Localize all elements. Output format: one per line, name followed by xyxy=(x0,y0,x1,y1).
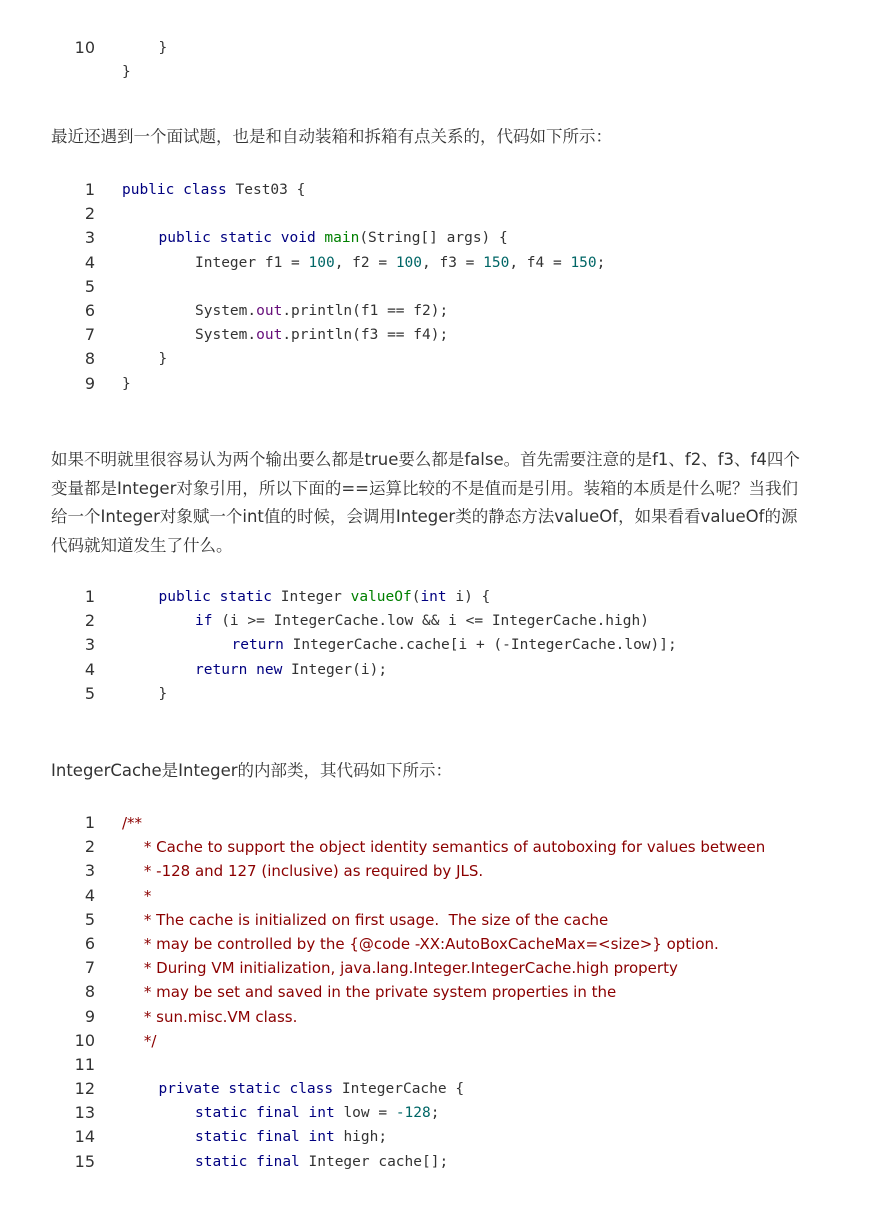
code-comment xyxy=(122,811,142,835)
code-token xyxy=(300,1129,309,1145)
code-text xyxy=(232,633,677,657)
code-number: 100 xyxy=(395,254,423,271)
code-token xyxy=(247,662,256,678)
code-field: out xyxy=(256,327,283,344)
code-keyword: static xyxy=(219,589,273,605)
code-block-test03 xyxy=(50,178,830,396)
code-text xyxy=(159,682,168,706)
line-number: 6 xyxy=(84,933,95,953)
code-line xyxy=(50,609,830,633)
code-token: } xyxy=(122,64,131,81)
code-block-integercache xyxy=(50,811,830,1174)
code-token: * xyxy=(143,886,152,905)
code-keyword: public xyxy=(122,182,175,198)
code-text xyxy=(159,585,491,609)
line-number: 7 xyxy=(84,958,95,978)
code-line xyxy=(50,1029,830,1053)
code-text xyxy=(159,1077,465,1101)
code-keyword: new xyxy=(256,661,283,678)
code-token: ; xyxy=(430,1105,440,1122)
code-comment xyxy=(144,956,678,980)
code-token xyxy=(247,1154,256,1170)
code-token: */ xyxy=(143,1031,157,1050)
code-comment xyxy=(144,908,608,932)
code-token: , f2 = xyxy=(334,254,396,271)
code-line xyxy=(50,372,830,396)
code-token: .println(f3 == f4); xyxy=(282,327,449,344)
code-token: * The cache is initialized on first usage. The size of the cache xyxy=(143,910,609,929)
line-number: 5 xyxy=(84,909,95,929)
code-token xyxy=(272,230,281,246)
line-number: 9 xyxy=(84,1006,95,1026)
code-text xyxy=(159,347,168,371)
code-token: * sun.misc.VM class. xyxy=(143,1007,298,1026)
code-text xyxy=(195,251,605,275)
code-line xyxy=(50,202,830,226)
code-line xyxy=(50,1005,830,1029)
code-token: System. xyxy=(195,302,257,319)
code-line xyxy=(50,835,830,859)
code-text xyxy=(122,372,131,396)
code-token: Integer xyxy=(272,589,351,605)
code-token: i) { xyxy=(446,589,491,605)
code-keyword: int xyxy=(420,589,447,605)
line-number: 4 xyxy=(84,659,95,679)
code-text xyxy=(122,178,305,202)
line-number: 1 xyxy=(84,813,95,832)
code-line xyxy=(50,178,830,202)
code-method-name: main xyxy=(324,230,360,247)
line-number: 3 xyxy=(84,635,95,655)
code-comment xyxy=(144,884,152,908)
code-token xyxy=(247,1105,256,1121)
code-keyword: void xyxy=(280,230,316,247)
code-token: } xyxy=(158,685,168,702)
code-token: , f3 = xyxy=(422,254,484,271)
code-text xyxy=(122,60,131,84)
code-keyword: public xyxy=(158,589,211,605)
code-line xyxy=(50,1101,830,1125)
line-number: 13 xyxy=(74,1103,95,1123)
code-number: -128 xyxy=(395,1105,431,1122)
code-line xyxy=(50,323,830,347)
code-field: out xyxy=(256,302,283,319)
code-line xyxy=(50,1150,830,1174)
line-number: 15 xyxy=(74,1151,95,1171)
code-keyword: if xyxy=(195,613,213,630)
code-token: , f4 = xyxy=(509,254,571,271)
code-token: Integer f1 = xyxy=(195,254,309,271)
code-keyword: static xyxy=(195,1105,248,1122)
code-token: IntegerCache.cache[i + (-IntegerCache.low)]; xyxy=(283,637,677,654)
code-line xyxy=(50,932,830,956)
code-text xyxy=(159,226,508,250)
code-line xyxy=(50,682,830,706)
code-line xyxy=(50,956,830,980)
code-keyword: static xyxy=(228,1081,281,1098)
code-comment xyxy=(144,980,616,1004)
code-text xyxy=(195,609,649,633)
code-line xyxy=(50,859,830,883)
code-token: * During VM initialization, java.lang.Integer.IntegerCache.high property xyxy=(143,959,678,978)
line-number: 9 xyxy=(84,373,95,393)
code-line xyxy=(50,884,830,908)
paragraph-interview-intro: 最近还遇到一个面试题，也是和自动装箱和拆箱有点关系的，代码如下所示： xyxy=(51,127,612,146)
code-keyword: static xyxy=(195,1153,248,1170)
code-token: Test03 { xyxy=(226,182,306,198)
line-number: 1 xyxy=(84,180,95,199)
line-number: 12 xyxy=(74,1079,95,1099)
code-text xyxy=(195,323,448,347)
code-line xyxy=(50,36,830,60)
code-token xyxy=(174,182,183,198)
code-token: } xyxy=(158,40,168,56)
code-keyword: int xyxy=(308,1129,335,1146)
code-line xyxy=(50,811,830,835)
code-method-name: valueOf xyxy=(350,589,412,605)
line-number: 6 xyxy=(84,300,95,320)
line-number: 2 xyxy=(84,611,95,631)
code-comment xyxy=(144,932,719,956)
code-line xyxy=(50,658,830,682)
code-text xyxy=(195,1125,387,1149)
code-token xyxy=(211,589,220,605)
line-number: 5 xyxy=(84,683,95,703)
code-keyword: class xyxy=(289,1081,334,1098)
code-keyword: private xyxy=(158,1081,220,1098)
line-number: 3 xyxy=(84,228,95,248)
code-token: ( xyxy=(411,589,421,605)
line-number: 10 xyxy=(74,38,95,57)
code-line xyxy=(50,1053,830,1077)
code-keyword: static xyxy=(195,1129,248,1146)
code-keyword: final xyxy=(256,1153,300,1170)
code-keyword: return xyxy=(195,661,248,678)
code-text xyxy=(195,658,387,682)
line-number: 7 xyxy=(84,325,95,345)
code-comment xyxy=(144,1029,157,1053)
code-token: .println(f1 == f2); xyxy=(282,302,449,319)
code-block-valueof xyxy=(50,585,830,706)
code-token: * may be set and saved in the private system properties in the xyxy=(143,983,617,1002)
code-keyword: int xyxy=(308,1105,335,1122)
paragraph-autoboxing-explanation: 如果不明就里很容易认为两个输出要么都是true要么都是false。首先需要注意的是f1、f2、f3、f4四个变量都是Integer对象引用，所以下面的==运算比较的不是值而是引用。装箱的本质是什么呢？当我们给一个Integer对象赋一个int值的时候，会调用Integer类的静态方法valueOf，如果看看valueOf的源代码就知道发生了什么。 xyxy=(51,450,800,556)
code-keyword: static xyxy=(219,230,273,247)
code-keyword: public xyxy=(158,230,211,247)
code-token: ; xyxy=(596,254,606,271)
code-token: Integer(i); xyxy=(282,661,388,678)
code-token: Integer cache[]; xyxy=(299,1153,449,1170)
code-line xyxy=(50,1077,830,1101)
code-token: high; xyxy=(334,1129,388,1146)
code-keyword: class xyxy=(183,182,227,198)
code-line xyxy=(50,633,830,657)
code-token: * -128 and 127 (inclusive) as required by JLS. xyxy=(143,862,484,881)
line-number: 3 xyxy=(84,861,95,881)
code-token xyxy=(300,1105,309,1121)
line-number: 11 xyxy=(74,1054,95,1074)
line-number: 5 xyxy=(84,276,95,296)
code-token xyxy=(211,230,220,246)
code-text xyxy=(195,1150,448,1174)
code-token: } xyxy=(122,375,131,392)
paragraph-integercache-intro: IntegerCache是Integer的内部类，其代码如下所示： xyxy=(51,761,453,780)
code-keyword: final xyxy=(256,1105,300,1122)
code-number: 150 xyxy=(570,254,597,271)
code-text xyxy=(195,299,448,323)
code-token: (i >= IntegerCache.low && i <= IntegerCache.high) xyxy=(212,613,649,630)
code-number: 100 xyxy=(308,254,335,271)
code-token: low = xyxy=(334,1105,396,1122)
code-line xyxy=(50,980,830,1004)
code-token: IntegerCache { xyxy=(333,1081,465,1098)
line-number: 2 xyxy=(84,204,95,224)
code-token: /** xyxy=(122,814,143,832)
code-keyword: final xyxy=(256,1129,300,1146)
code-line xyxy=(50,299,830,323)
code-line xyxy=(50,251,830,275)
code-token: (String[] args) { xyxy=(359,230,508,247)
line-number: 2 xyxy=(84,837,95,857)
code-line xyxy=(50,226,830,250)
code-line xyxy=(50,275,830,299)
code-comment xyxy=(144,859,483,883)
code-comment xyxy=(144,835,765,859)
code-keyword: return xyxy=(231,637,284,654)
line-number: 1 xyxy=(84,587,95,606)
line-number: 10 xyxy=(74,1030,95,1050)
line-number: 14 xyxy=(74,1127,95,1147)
code-line xyxy=(50,908,830,932)
line-number: 4 xyxy=(84,252,95,272)
code-line xyxy=(50,1125,830,1149)
code-token xyxy=(247,1129,256,1145)
code-comment xyxy=(144,1005,297,1029)
code-token: * Cache to support the object identity semantics of autoboxing for values between xyxy=(143,838,766,857)
code-line xyxy=(50,60,830,84)
line-number: 8 xyxy=(84,982,95,1002)
code-token: * may be controlled by the {@code -XX:AutoBoxCacheMax=<size>} option. xyxy=(143,934,719,953)
line-number: 4 xyxy=(84,885,95,905)
code-number: 150 xyxy=(483,254,510,271)
code-token: System. xyxy=(195,327,257,344)
code-line xyxy=(50,347,830,371)
code-text xyxy=(159,36,168,60)
line-number: 8 xyxy=(84,349,95,369)
code-line xyxy=(50,585,830,609)
code-block-top-fragment xyxy=(50,36,830,84)
code-text xyxy=(195,1101,439,1125)
code-token: } xyxy=(158,351,168,368)
